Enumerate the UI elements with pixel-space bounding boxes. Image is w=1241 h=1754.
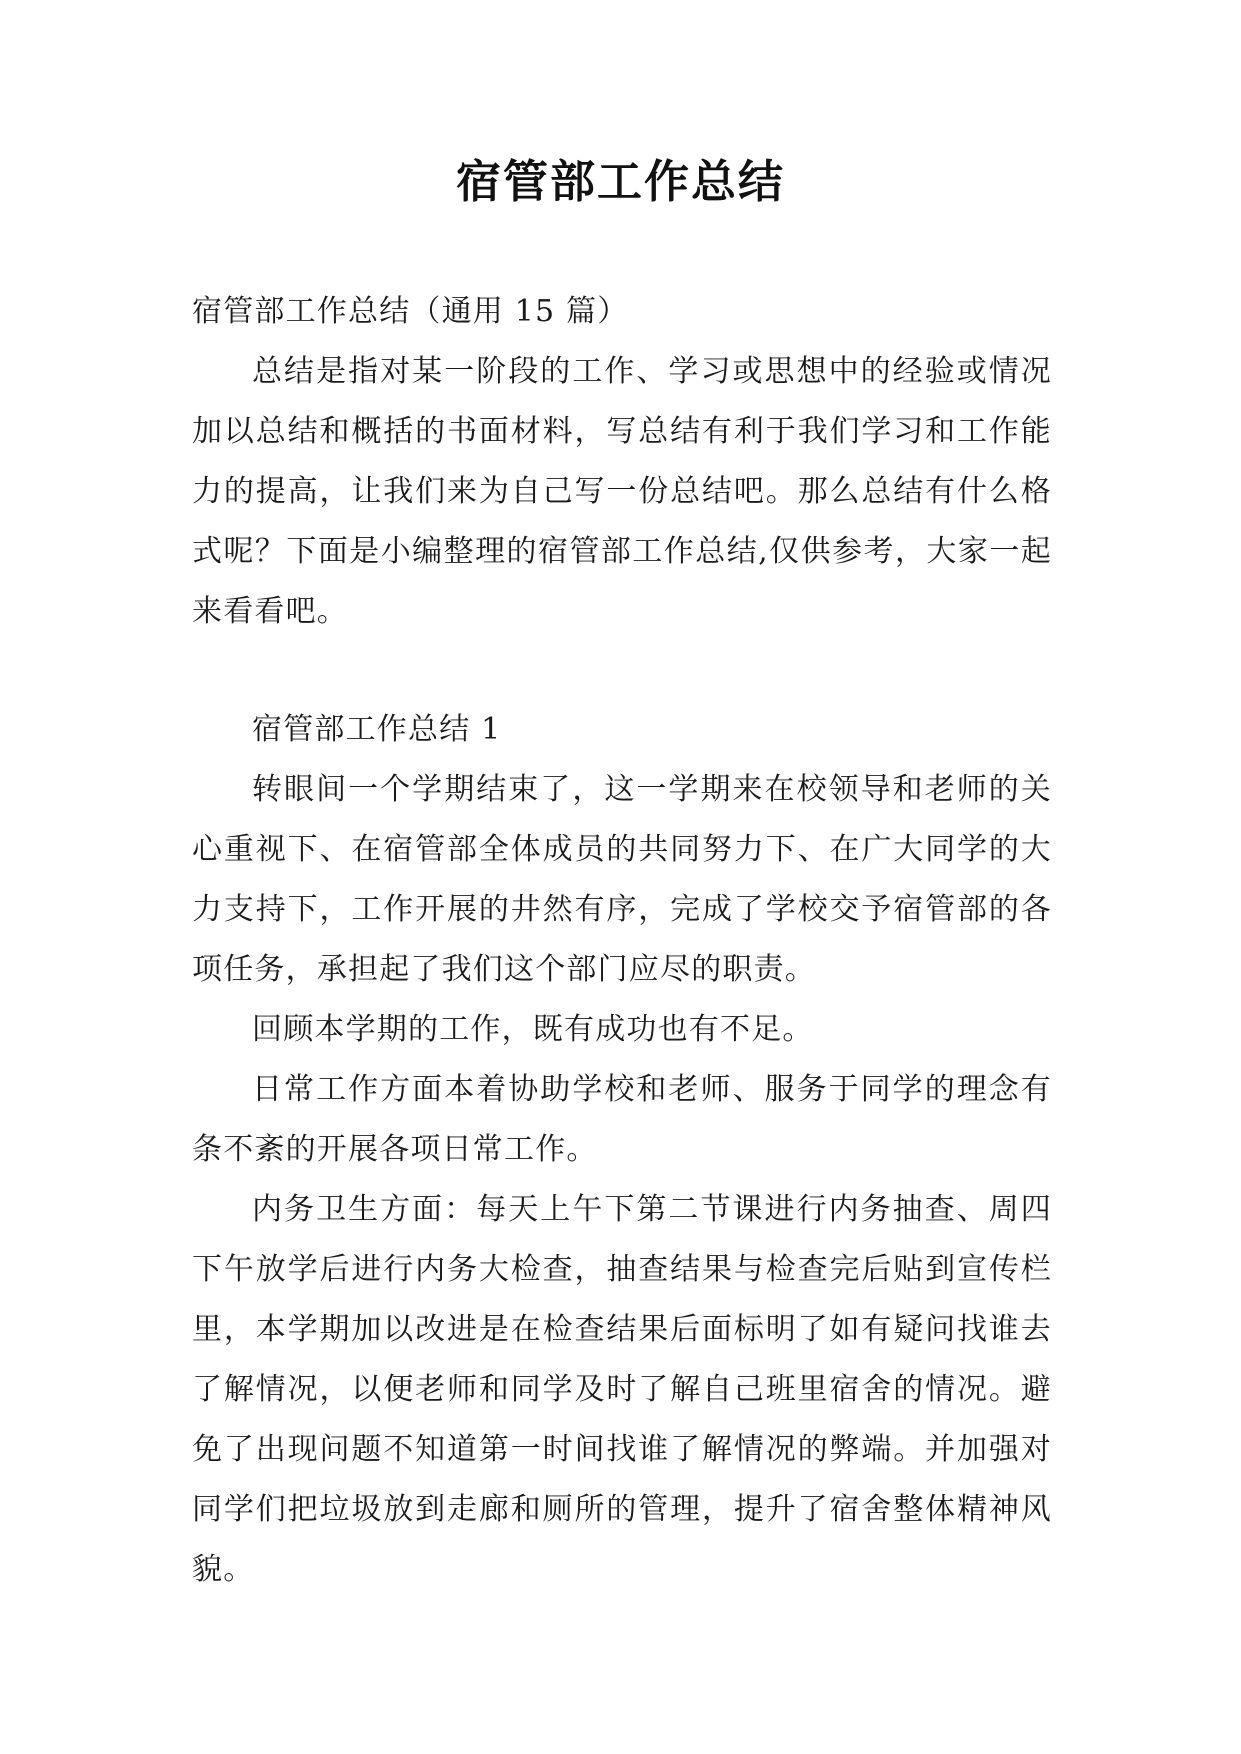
paragraph: 回顾本学期的工作，既有成功也有不足。 xyxy=(252,1012,814,1047)
section-heading: 宿管部工作总结 1 xyxy=(252,712,502,747)
intro-paragraph: 总结是指对某一阶段的工作、学习或思想中的经验或情况加以总结和概括的书面材料，写总结有利于我们学习和工作能力的提高，让我们来为自己写一份总结吧。那么总结有什么格式呢？下面是小编整理的宿管部工作总结,仅供参考，大家一起来看看吧。 xyxy=(192,354,1052,629)
intro-block xyxy=(192,342,1052,642)
document-subtitle: 宿管部工作总结（通用 15 篇） xyxy=(192,294,629,329)
section-body xyxy=(192,760,1052,1600)
paragraph: 内务卫生方面：每天上午下第二节课进行内务抽查、周四下午放学后进行内务大检查，抽查结果与检查完后贴到宣传栏里，本学期加以改进是在检查结果后面标明了如有疑问找谁去了解情况，以便老师和同学及时了解自己班里宿舍的情况。避免了出现问题不知道第一时间找谁了解情况的弊端。并加强对同学们把垃圾放到走廊和厕所的管理，提升了宿舍整体精神风貌。 xyxy=(192,1192,1052,1587)
document-title: 宿管部工作总结 xyxy=(455,155,785,208)
paragraph: 日常工作方面本着协助学校和老师、服务于同学的理念有条不紊的开展各项日常工作。 xyxy=(192,1072,1052,1167)
paragraph: 转眼间一个学期结束了，这一学期来在校领导和老师的关心重视下、在宿管部全体成员的共同努力下、在广大同学的大力支持下，工作开展的井然有序，完成了学校交予宿管部的各项任务，承担起了我们这个部门应尽的职责。 xyxy=(192,772,1052,987)
